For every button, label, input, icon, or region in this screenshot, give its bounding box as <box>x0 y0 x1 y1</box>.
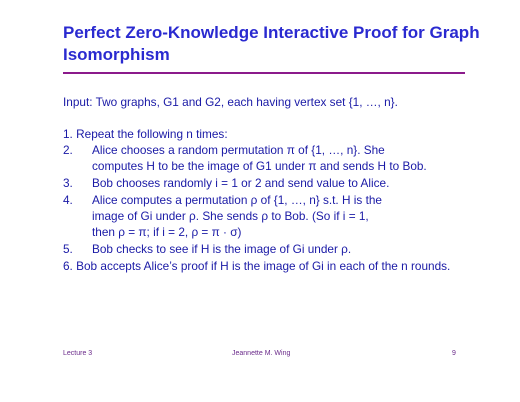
step-1-line-1: Repeat the following n times: <box>76 127 228 141</box>
input-line: Input: Two graphs, G1 and G2, each having vertex set {1, …, n}. <box>63 95 398 109</box>
step-4-line-3: then ρ = π; if i = 2, ρ = π · σ) <box>92 225 242 239</box>
step-2-line-2: computes H to be the image of G1 under π and sends H to Bob. <box>92 159 427 173</box>
step-2-line-1: Alice chooses a random permutation π of {1, …, n}. She <box>92 143 385 157</box>
step-4-line-1: Alice computes a permutation ρ of {1, …, n} s.t. H is the <box>92 193 382 207</box>
footer-author: Jeannette M. Wing <box>232 350 291 357</box>
step-2-number: 2. <box>63 143 73 157</box>
step-3-number: 3. <box>63 176 73 190</box>
step-4-number: 4. <box>63 193 73 207</box>
step-6-line-1: Bob accepts Alice’s proof if H is the image of Gi in each of the n rounds. <box>76 259 451 273</box>
footer-lecture: Lecture 3 <box>63 350 93 357</box>
step-6-number: 6. <box>63 259 73 273</box>
step-1-number: 1. <box>63 127 73 141</box>
step-5-number: 5. <box>63 242 73 256</box>
step-5-line-1: Bob checks to see if H is the image of Gi under ρ. <box>92 242 352 256</box>
slide-title: Perfect Zero-Knowledge Interactive Proof for Graph Isomorphism <box>63 23 480 64</box>
step-3-line-1: Bob chooses randomly i = 1 or 2 and send value to Alice. <box>92 176 390 190</box>
title-rule <box>63 72 465 74</box>
step-4-line-2: image of Gi under ρ. She sends ρ to Bob. (So if i = 1, <box>92 209 369 223</box>
step-1 <box>63 126 228 142</box>
step-6 <box>63 258 450 274</box>
footer-page-number: 9 <box>452 350 456 357</box>
